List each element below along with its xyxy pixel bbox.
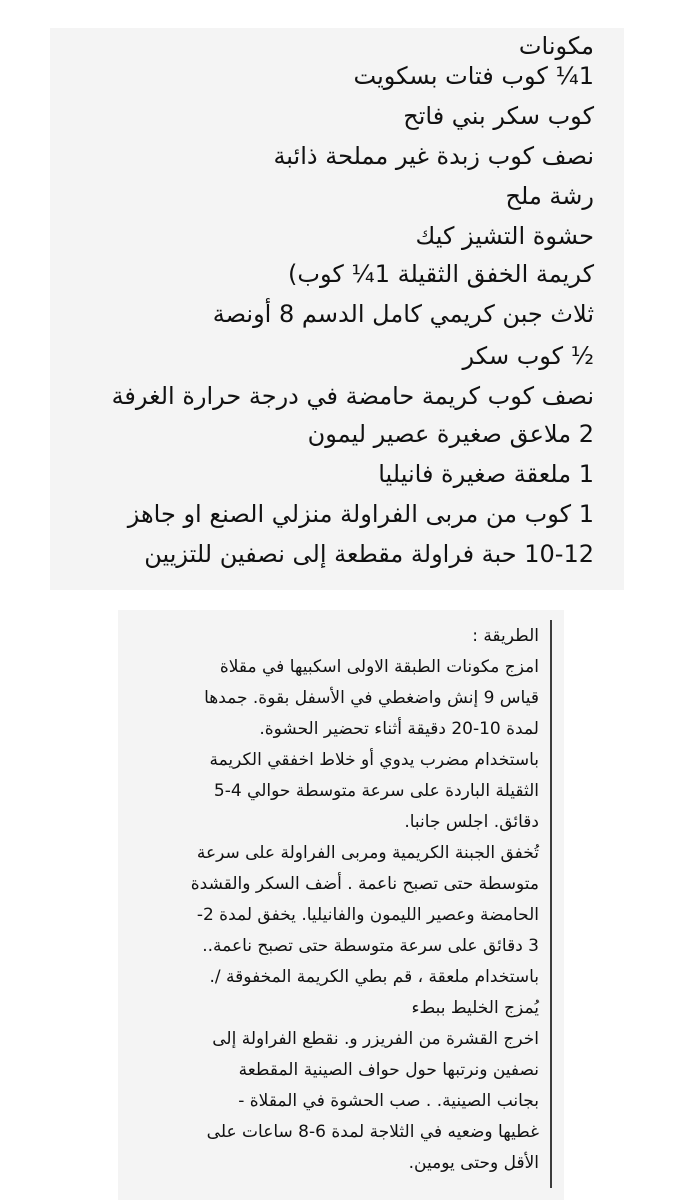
method-line: يُمزج الخليط ببطء — [411, 998, 539, 1018]
method-line: امزج مكونات الطبقة الاولى اسكبيها في مقلاة — [219, 657, 539, 677]
ingredient-item: نصف كوب زبدة غير مملحة ذائبة — [273, 142, 594, 170]
method-line: متوسطة حتى تصبح ناعمة . أضف السكر والقشدة — [190, 874, 539, 894]
ingredient-item: 1 ملعقة صغيرة فانيليا — [378, 460, 594, 488]
ingredient-item: 1 كوب من مربى الفراولة منزلي الصنع او جاهز — [127, 500, 594, 528]
method-line: باستخدام ملعقة ، قم بطي الكريمة المخفوقة /. — [209, 967, 539, 987]
filling-heading: حشوة التشيز كيك — [415, 222, 594, 250]
method-line: الثقيلة الباردة على سرعة متوسطة حوالي 4-5 — [213, 781, 539, 801]
ingredient-item: 10-12 حبة فراولة مقطعة إلى نصفين للتزيين — [144, 540, 594, 568]
ingredient-item: رشة ملح — [505, 182, 594, 210]
method-line: بجانب الصينية. . صب الحشوة في المقلاة - — [238, 1091, 539, 1111]
method-line: نصفين ونرتبها حول حواف الصينية المقطعة — [238, 1060, 539, 1080]
ingredient-item: 1¼ كوب فتات بسكويت — [353, 62, 594, 90]
ingredients-card — [50, 28, 624, 590]
ingredient-item: كوب سكر بني فاتح — [403, 102, 594, 130]
method-heading: الطريقة : — [472, 626, 539, 646]
ingredient-item: كريمة الخفق الثقيلة 1¼ كوب) — [288, 260, 594, 288]
method-line: الأقل وحتى يومين. — [408, 1153, 539, 1173]
ingredient-item: ½ كوب سكر — [462, 342, 594, 370]
method-line: الحامضة وعصير الليمون والفانيليا. يخفق لمدة 2- — [196, 905, 539, 925]
method-line: لمدة 10-20 دقيقة أثناء تحضير الحشوة. — [259, 719, 539, 739]
method-line: 3 دقائق على سرعة متوسطة حتى تصبح ناعمة.. — [202, 936, 539, 956]
method-line: اخرج القشرة من الفريزر و. نقطع الفراولة إلى — [212, 1029, 539, 1049]
method-line: تُخفق الجبنة الكريمية ومربى الفراولة على سرعة — [196, 843, 539, 863]
ingredient-item: نصف كوب كريمة حامضة في درجة حرارة الغرفة — [111, 382, 594, 410]
method-line: قياس 9 إنش واضغطي في الأسفل بقوة. جمدها — [204, 688, 539, 708]
method-line: دقائق. اجلس جانبا. — [404, 812, 539, 832]
ingredient-item: ثلاث جبن كريمي كامل الدسم 8 أونصة — [212, 300, 594, 328]
ingredients-heading: مكونات — [518, 32, 594, 60]
method-line: باستخدام مضرب يدوي أو خلاط اخفقي الكريمة — [209, 750, 539, 770]
method-line: غطيها وضعيه في الثلاجة لمدة 6-8 ساعات على — [206, 1122, 539, 1142]
ingredient-item: 2 ملاعق صغيرة عصير ليمون — [307, 420, 594, 448]
method-card — [118, 610, 564, 1200]
quote-bar — [550, 620, 552, 1188]
